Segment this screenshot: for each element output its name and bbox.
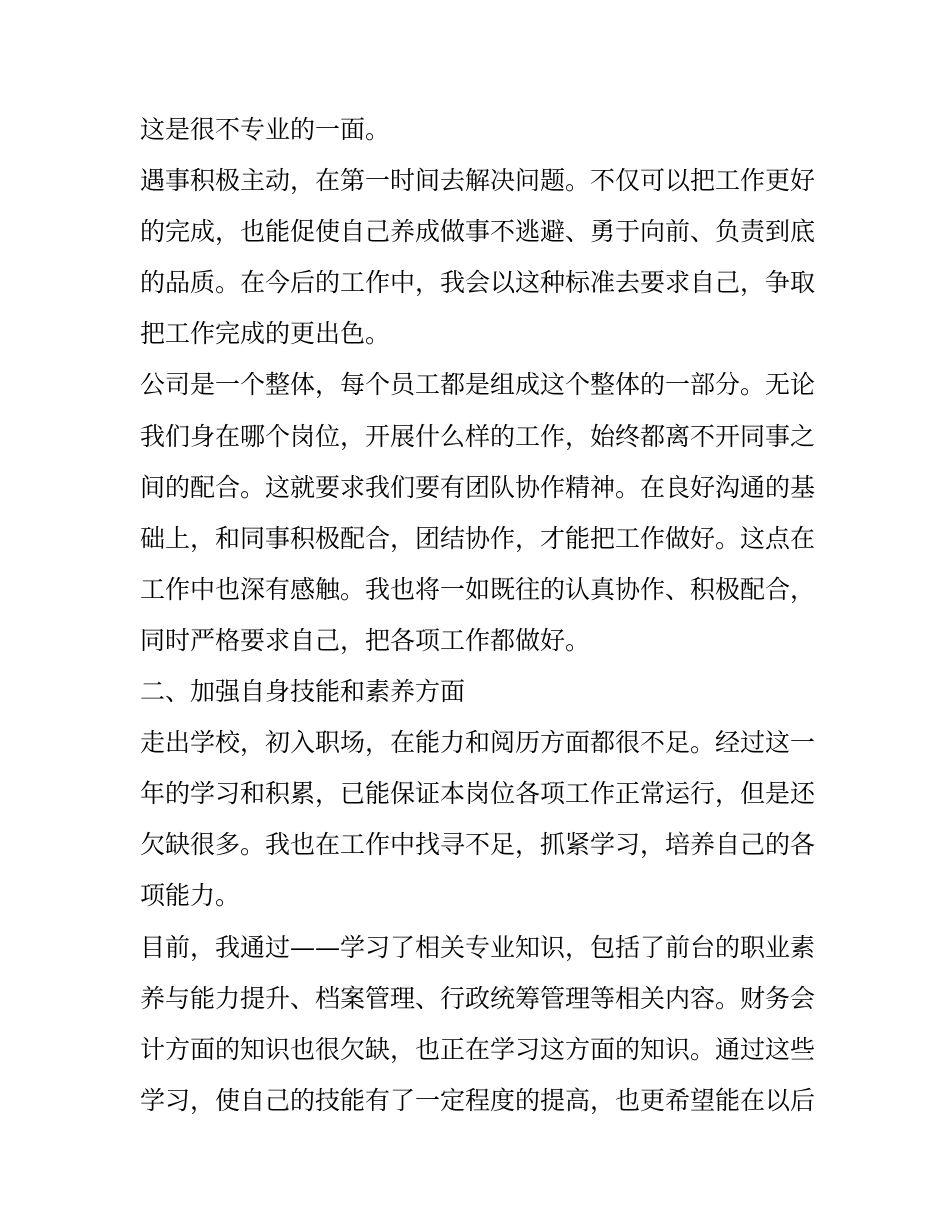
text-line: 走出学校，初入职场，在能力和阅历方面都很不足。经过这一	[140, 728, 816, 758]
document-body	[140, 104, 816, 1126]
text-line: 同时严格要求自己，把各项工作都做好。	[140, 625, 591, 655]
text-line: 的品质。在今后的工作中，我会以这种标准去要求自己，争取	[140, 268, 816, 298]
text-line: 欠缺很多。我也在工作中找寻不足，抓紧学习，培养自己的各	[140, 830, 816, 860]
text-line: 工作中也深有感触。我也将一如既往的认真协作、积极配合，	[140, 574, 816, 604]
text-line: 项能力。	[140, 881, 241, 911]
section-heading: 二、加强自身技能和素养方面	[140, 677, 466, 707]
text-line: 础上，和同事积极配合，团结协作，才能把工作做好。这点在	[140, 523, 816, 553]
text-line: 学习，使自己的技能有了一定程度的提高，也更希望能在以后	[140, 1085, 816, 1115]
text-line: 间的配合。这就要求我们要有团队协作精神。在良好沟通的基	[140, 472, 816, 502]
text-line: 我们身在哪个岗位，开展什么样的工作，始终都离不开同事之	[140, 421, 816, 451]
text-line: 养与能力提升、档案管理、行政统筹管理等相关内容。财务会	[140, 983, 816, 1013]
text-line: 年的学习和积累，已能保证本岗位各项工作正常运行，但是还	[140, 779, 816, 809]
text-line: 的完成，也能促使自己养成做事不逃避、勇于向前、负责到底	[140, 217, 816, 247]
text-line: 这是很不专业的一面。	[140, 115, 391, 144]
text-line: 把工作完成的更出色。	[140, 319, 391, 349]
text-line: 遇事积极主动，在第一时间去解决问题。不仅可以把工作更好	[140, 166, 816, 196]
text-line: 计方面的知识也很欠缺，也正在学习这方面的知识。通过这些	[140, 1034, 816, 1064]
text-line: 目前，我通过——学习了相关专业知识，包括了前台的职业素	[140, 932, 816, 962]
text-line: 公司是一个整体，每个员工都是组成这个整体的一部分。无论	[140, 370, 816, 400]
